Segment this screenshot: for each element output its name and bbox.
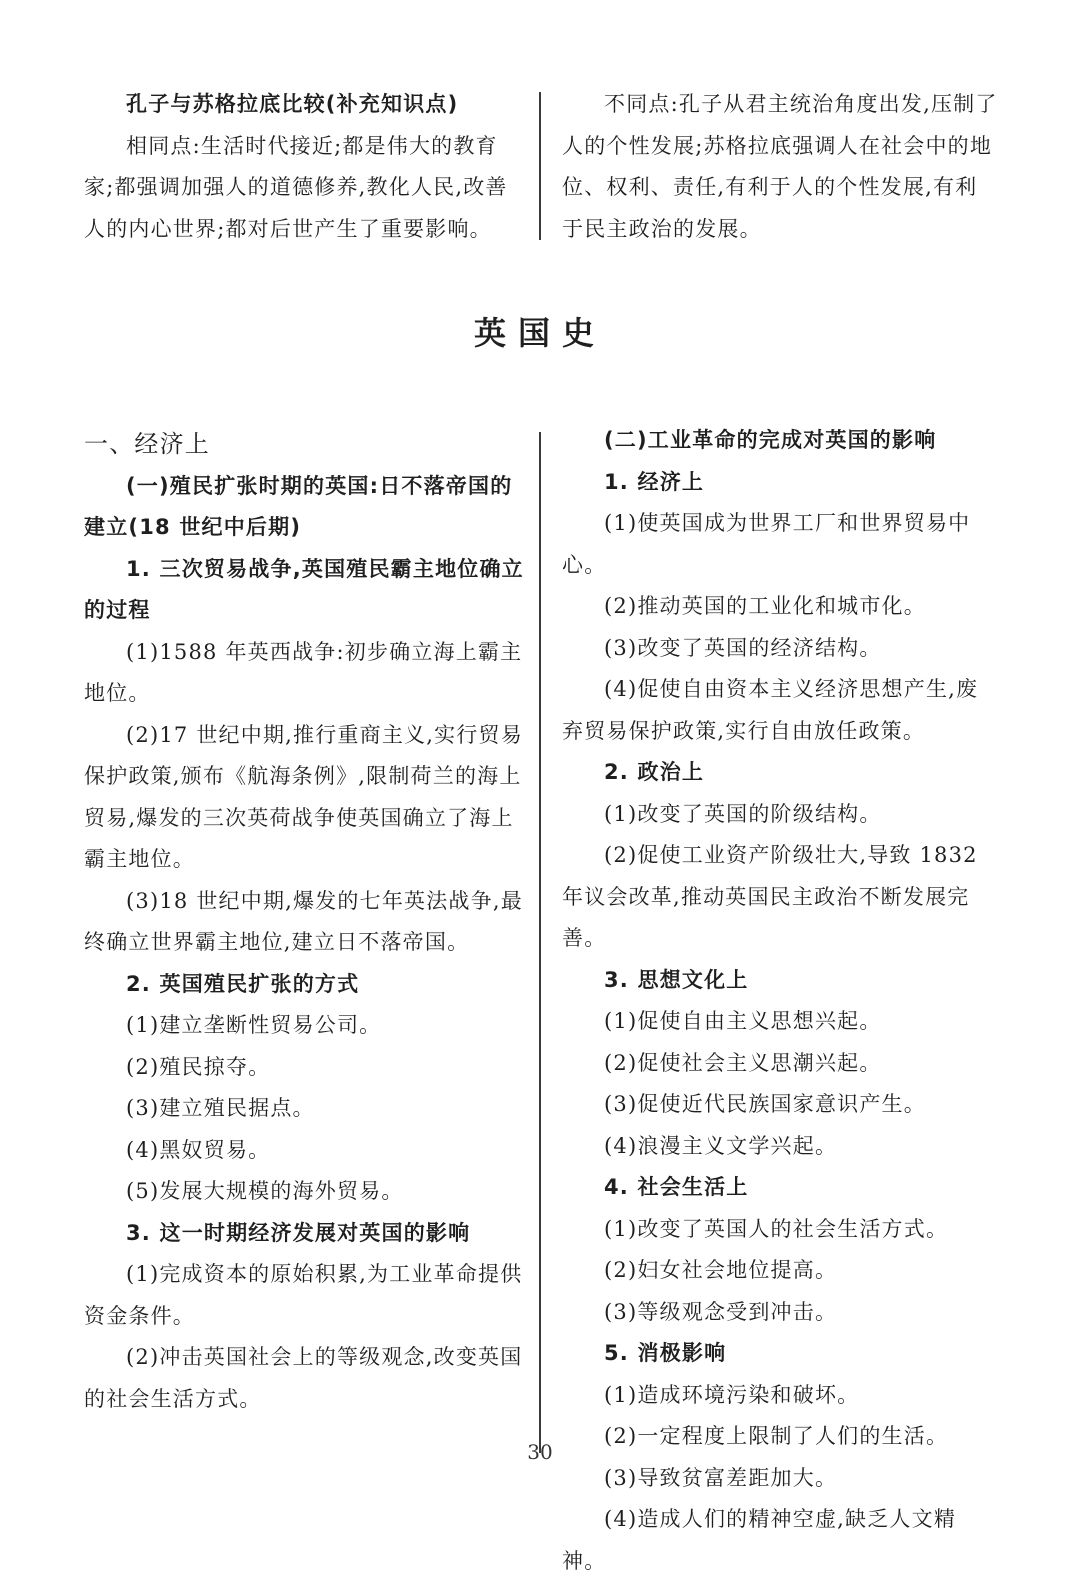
column-divider-main [539, 432, 541, 1453]
list-item: (5)发展大规模的海外贸易。 [126, 1179, 404, 1203]
comparison-heading: 孔子与苏格拉底比较(补充知识点) [126, 92, 459, 116]
heading-trade-wars: 1. 三次贸易战争,英国殖民霸主地位确立的过程 [84, 556, 524, 622]
heading-social-life: 4. 社会生活上 [604, 1175, 749, 1199]
section-heading-economy: 一、经济上 [84, 430, 210, 458]
similarities-paragraph: 相同点:生活时代接近;都是伟大的教育家;都强调加强人的道德修养,教化人民,改善人的内心世界;都对后世产生了重要影响。 [84, 133, 508, 241]
list-item: (4)造成人们的精神空虚,缺乏人文精神。 [562, 1507, 957, 1573]
heading-economy: 1. 经济上 [604, 469, 705, 494]
list-item: (1)改变了英国的阶级结构。 [604, 801, 882, 826]
heading-negative-effects: 5. 消极影响 [604, 1341, 727, 1365]
list-item: (2)冲击英国社会上的等级观念,改变英国的社会生活方式。 [84, 1345, 523, 1411]
list-item: (3)等级观念受到冲击。 [604, 1299, 838, 1324]
list-item: (1)使英国成为世界工厂和世界贸易中心。 [562, 511, 971, 577]
heading-expansion-methods: 2. 英国殖民扩张的方式 [126, 971, 360, 996]
column-divider-top [539, 92, 541, 240]
list-item: (4)黑奴贸易。 [126, 1137, 271, 1162]
list-item: (2)一定程度上限制了人们的生活。 [604, 1424, 949, 1448]
list-item: (3)18 世纪中期,爆发的七年英法战争,最终确立世界霸主地位,建立日不落帝国。 [84, 888, 523, 954]
right-column [562, 420, 998, 1582]
list-item: (4)促使自由资本主义经济思想产生,废弃贸易保护政策,实行自由放任政策。 [562, 677, 979, 743]
list-item: (2)殖民掠夺。 [126, 1054, 271, 1079]
list-item: (2)促使社会主义思潮兴起。 [604, 1050, 882, 1075]
list-item: (1)造成环境污染和破坏。 [604, 1382, 860, 1407]
list-item: (1)1588 年英西战争:初步确立海上霸主地位。 [84, 639, 523, 705]
list-item: (1)建立垄断性贸易公司。 [126, 1013, 382, 1037]
list-item: (2)17 世纪中期,推行重商主义,实行贸易保护政策,颁布《航海条例》,限制荷兰的海上贸易,爆发的三次英荷战争使英国确立了海上霸主地位。 [84, 722, 523, 871]
left-column [84, 424, 524, 1420]
subsection-heading-industrial: (二)工业革命的完成对英国的影响 [604, 428, 937, 452]
heading-period-impact: 3. 这一时期经济发展对英国的影响 [126, 1220, 471, 1245]
list-item: (1)促使自由主义思想兴起。 [604, 1009, 882, 1033]
list-item: (3)建立殖民据点。 [126, 1096, 315, 1120]
heading-politics: 2. 政治上 [604, 760, 705, 784]
list-item: (3)促使近代民族国家意识产生。 [604, 1092, 926, 1116]
list-item: (2)促使工业资产阶级壮大,导致 1832 年议会改革,推动英国民主政治不断发展完善。 [562, 843, 978, 950]
list-item: (2)推动英国的工业化和城市化。 [604, 594, 926, 618]
differences-paragraph: 不同点:孔子从君主统治角度出发,压制了人的个性发展;苏格拉底强调人在社会中的地位、权利、责任,有利于人的个性发展,有利于民主政治的发展。 [562, 92, 998, 241]
chapter-title: 英国史 [473, 314, 606, 352]
list-item: (4)浪漫主义文学兴起。 [604, 1133, 838, 1158]
list-item: (1)改变了英国人的社会生活方式。 [604, 1216, 949, 1241]
heading-culture: 3. 思想文化上 [604, 967, 749, 992]
page-number: 30 [527, 1440, 553, 1464]
list-item: (2)妇女社会地位提高。 [604, 1258, 838, 1282]
top-left-column [84, 84, 524, 250]
top-right-column [562, 84, 998, 250]
list-item: (1)完成资本的原始积累,为工业革命提供资金条件。 [84, 1262, 523, 1328]
list-item: (3)改变了英国的经济结构。 [604, 635, 882, 660]
subsection-heading-colonial: (一)殖民扩张时期的英国:日不落帝国的建立(18 世纪中后期) [84, 473, 513, 539]
list-item: (3)导致贫富差距加大。 [604, 1465, 838, 1490]
